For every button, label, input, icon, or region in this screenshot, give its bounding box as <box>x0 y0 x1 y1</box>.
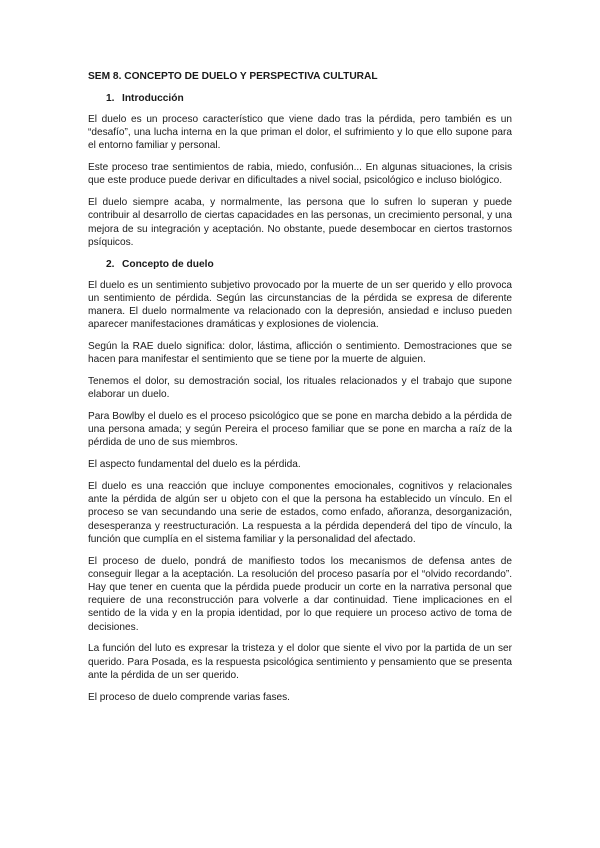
paragraph: El proceso de duelo, pondrá de manifiesto todos los mecanismos de defensa antes de conseguir llegar a la aceptación. La resolución del proceso pasaría por el “olvido recordando”. Hay que tener en cuenta que la pérdida puede producir un corte en la narrativa personal que requiere de una reconstrucción para volverle a dar continuidad. Tiene implicaciones en el sentido de la vida y en la propia identidad, por lo que requiere un proceso activo de toma de decisiones. <box>88 555 512 633</box>
section-number: 2. <box>106 258 115 270</box>
paragraph: La función del luto es expresar la tristeza y el dolor que siente el vivo por la partida de un ser querido. Para Posada, es la respuesta psicológica sentimiento y pensamiento que se presenta ante la pérdida de un ser querido. <box>88 643 512 681</box>
paragraph: El proceso de duelo comprende varias fases. <box>88 691 290 703</box>
paragraph: El aspecto fundamental del duelo es la pérdida. <box>88 459 301 471</box>
paragraph: Tenemos el dolor, su demostración social, los rituales relacionados y el trabajo que supone elaborar un duelo. <box>88 376 512 401</box>
paragraph: El duelo es una reacción que incluye componentes emocionales, cognitivos y relacionales ante la pérdida de algún ser u objeto con el que la persona ha establecido un vínculo. En el proceso se van secundando una serie de estados, como enfado, añoranza, desorganización, desesperanza y reestructuración. La respuesta a la pérdida dependerá del tipo de vínculo, la función que cumplía en el sistema familiar y la personalidad del afectado. <box>88 481 512 545</box>
paragraph: Según la RAE duelo significa: dolor, lástima, aflicción o sentimiento. Demostraciones que se hacen para manifestar el sentimiento que se tiene por la muerte de alguien. <box>88 341 512 366</box>
paragraph: Para Bowlby el duelo es el proceso psicológico que se pone en marcha debido a la pérdida de una persona amada; y según Pereira el proceso familiar que se pone en marcha a raíz de la pérdida de uno de sus miembros. <box>88 411 512 449</box>
section-title: Concepto de duelo <box>122 258 214 270</box>
paragraph: Este proceso trae sentimientos de rabia, miedo, confusión... En algunas situaciones, la crisis que este produce puede derivar en dificultades a nivel social, psicológico e incluso biológico. <box>88 162 512 187</box>
paragraph: El duelo es un proceso característico que viene dado tras la pérdida, pero también es un “desafío”, una lucha interna en la que priman el dolor, el sufrimiento y lo que ello supone para el entorno familiar y personal. <box>88 114 512 152</box>
section-heading-introduccion <box>106 92 512 105</box>
document-title: SEM 8. CONCEPTO DE DUELO Y PERSPECTIVA CULTURAL <box>88 71 378 82</box>
section-number: 1. <box>106 93 115 104</box>
paragraph: El duelo siempre acaba, y normalmente, las persona que lo sufren lo superan y puede contribuir al desarrollo de ciertas capacidades en las personas, un crecimiento personal, y una mejora de su integración y aceptación. No obstante, puede desembocar en ciertos trastornos psíquicos. <box>88 197 512 248</box>
section-title: Introducción <box>122 93 184 104</box>
section-heading-concepto-de-duelo <box>106 258 512 271</box>
paragraph: El duelo es un sentimiento subjetivo provocado por la muerte de un ser querido y ello provoca un sentimiento de pérdida. Según las circunstancias de la pérdida se expresa de diferente manera. El duelo normalmente va relacionado con la depresión, ansiedad e incluso pueden aparecer manifestaciones dramáticas y explosiones de violencia. <box>88 279 512 331</box>
